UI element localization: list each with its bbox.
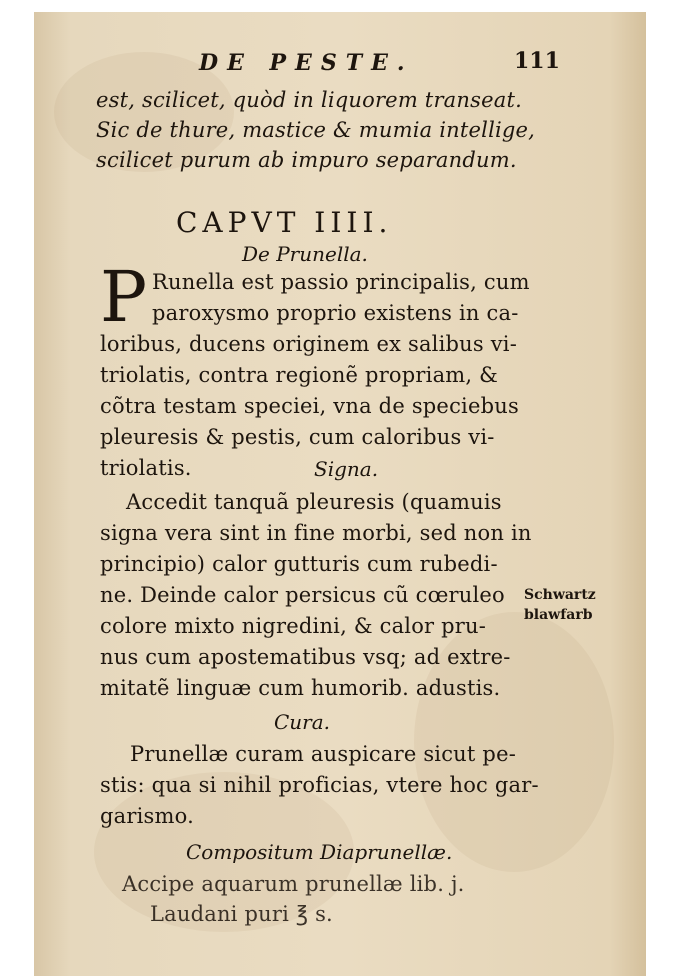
para1-last-line: triolatis. (100, 456, 192, 480)
compositum-heading: Compositum Diaprunellæ. (186, 840, 453, 864)
chapter-subtitle: De Prunella. (242, 242, 368, 266)
para2-line-3: principio) calor gutturis cum rubedi- (100, 552, 498, 576)
top-line-3: scilicet purum ab impuro separandum. (96, 148, 517, 172)
drop-cap: P (100, 256, 148, 338)
para1-line-1: Runella est passio principalis, cum (152, 270, 530, 294)
para1-line-4: triolatis, contra regionẽ propriam, & (100, 363, 499, 387)
para2-line-1: Accedit tanquã pleuresis (quamuis (126, 490, 502, 514)
recipe-line-1: Accipe aquarum prunellæ lib. j. (122, 872, 465, 896)
page-number: 111 (514, 48, 560, 74)
running-header: DE PESTE. (199, 50, 414, 76)
cura-heading: Cura. (274, 710, 331, 734)
para3-line-3: garismo. (100, 804, 194, 828)
para3-line-1: Prunellæ curam auspicare sicut pe- (130, 742, 516, 766)
para2-line-5: colore mixto nigredini, & calor pru- (100, 614, 487, 638)
chapter-title: CAPVT IIII. (176, 206, 393, 239)
para1-line-3: loribus, ducens originem ex salibus vi- (100, 332, 518, 356)
para2-line-4: ne. Deinde calor persicus cũ cœruleo (100, 583, 505, 607)
para2-line-2: signa vera sint in fine morbi, sed non in (100, 521, 532, 545)
para1-line-5: cõtra testam speciei, vna de speciebus (100, 394, 519, 418)
para3-line-2: stis: qua si nihil proficias, vtere hoc gar- (100, 773, 539, 797)
signa-heading: Signa. (314, 457, 379, 481)
para2-line-6: nus cum apostematibus vsq; ad extre- (100, 645, 511, 669)
margin-note-line-1: Schwartz (524, 587, 596, 603)
recipe-line-2: Laudani puri ℥ s. (150, 902, 333, 926)
para2-line-7: mitatẽ linguæ cum humorib. adustis. (100, 676, 501, 700)
margin-note-line-2: blawfarb (524, 607, 593, 623)
para1-line-6: pleuresis & pestis, cum caloribus vi- (100, 425, 495, 449)
top-line-1: est, scilicet, quòd in liquorem transeat. (96, 88, 522, 112)
para1-line-2: paroxysmo proprio existens in ca- (152, 301, 519, 325)
book-page (34, 12, 646, 976)
top-line-2: Sic de thure, mastice & mumia intellige, (96, 118, 536, 142)
